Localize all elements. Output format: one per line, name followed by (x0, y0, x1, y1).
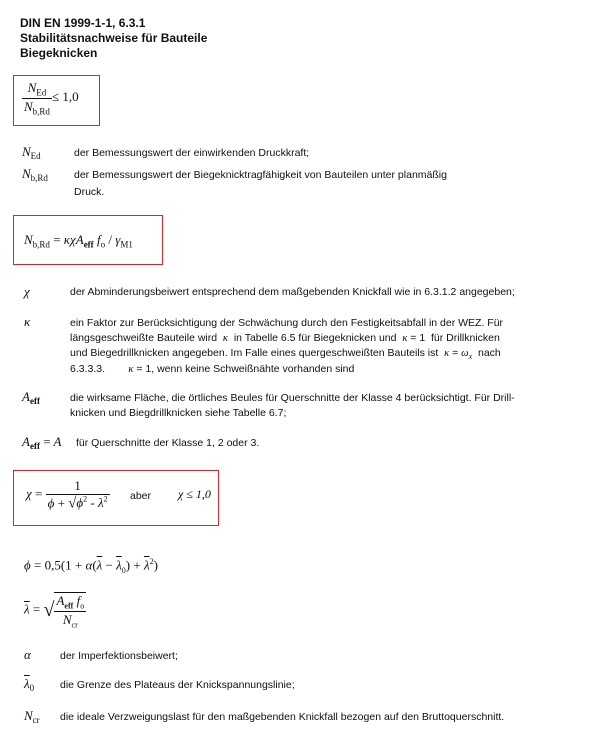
def-kappa-line4: 6.3.3.3. κ = 1, wenn keine Schweißnähte vorhanden sind (70, 363, 355, 375)
def-kappa-line1: ein Faktor zur Berücksichtigung der Schwächung durch den Festigkeitsabfall in der WEZ. Für (70, 317, 504, 329)
doc-reference: DIN EN 1999-1-1, 6.3.1 (20, 16, 146, 30)
symbol-aeff: $A_{eff}$ (22, 389, 40, 406)
def-nbrd: der Bemessungswert der Biegeknicktragfähigkeit von Bauteilen unter planmäßig (74, 169, 447, 181)
symbol-ncr: $N_{cr}$ (24, 708, 40, 725)
def-nbrd-cont: Druck. (74, 186, 105, 198)
def-ncr: die ideale Verzweigungslast für den maßgebenden Knickfall bezogen auf den Bruttoquerschnitt. (60, 711, 505, 723)
formula-phi: $\phi = 0,5(1 + \alpha(\overline{\lambda} - \overline{\lambda}_0) + \overline{\lambda}^2)$ (24, 557, 158, 575)
formula-ned-over-nbrd: $\frac{N_{Ed}}{N_{b,Rd}}$ ≤ 1,0 (24, 80, 79, 117)
formula-lambda: $\overline{\lambda}$ = √ $\frac{A_{eff} f_o}{N_{cr}}$ (24, 593, 85, 630)
section-title: Stabilitätsnachweise für Bauteile (20, 31, 208, 45)
def-kappa-line2: längsgeschweißte Bauteile wird κ in Tabelle 6.5 für Biegeknicken und κ = 1 für Drillknicken (70, 332, 500, 344)
def-chi: der Abminderungsbeiwert entsprechend dem maßgebenden Knickfall wie in 6.3.1.2 angegeben; (70, 286, 515, 298)
def-aeff-line1: die wirksame Fläche, die örtliches Beules für Querschnitte der Klasse 4 berücksichtigt. Für Drill- (70, 392, 515, 404)
symbol-chi: χ (24, 284, 30, 299)
def-kappa-line3: und Biegedrillknicken angegeben. Im Falle eines quergeschweißten Bauteils ist $\kappa = \omega_x$ nach (70, 347, 501, 362)
section-subtitle: Biegeknicken (20, 46, 98, 60)
symbol-kappa: κ (24, 314, 31, 329)
symbol-alpha: α (24, 647, 31, 662)
aber-label: aber (130, 490, 152, 502)
def-alpha: der Imperfektionsbeiwert; (60, 650, 178, 662)
def-aeff-line2: knicken und Biegdrillknicken siehe Tabelle 6.7; (70, 407, 287, 419)
formula-nbrd: $N_{b,Rd} = \kappa\chi A_{eff}$ $f_o / \gamma_{M1}$ (24, 232, 133, 250)
def-lambda0: die Grenze des Plateaus der Knickspannungslinie; (60, 679, 295, 691)
def-ned: der Bemessungswert der einwirkenden Druckkraft; (74, 147, 310, 159)
symbol-nbrd: $N_{b,Rd}$ (22, 166, 48, 183)
def-aeff-eq-a: für Querschnitte der Klasse 1, 2 oder 3. (76, 437, 260, 449)
formula-aeff-eq-a: $A_{eff} = A$ (22, 434, 62, 451)
formula-chi: χ = $\frac{1}{\phi + √\phi^2 - \overline{\lambda}^2}$ (26, 478, 108, 512)
symbol-ned: $N_{Ed}$ (22, 144, 41, 161)
symbol-lambda0: $\overline{\lambda}_0$ (24, 676, 35, 693)
formula-chi-limit: χ ≤ 1,0 (178, 487, 211, 501)
